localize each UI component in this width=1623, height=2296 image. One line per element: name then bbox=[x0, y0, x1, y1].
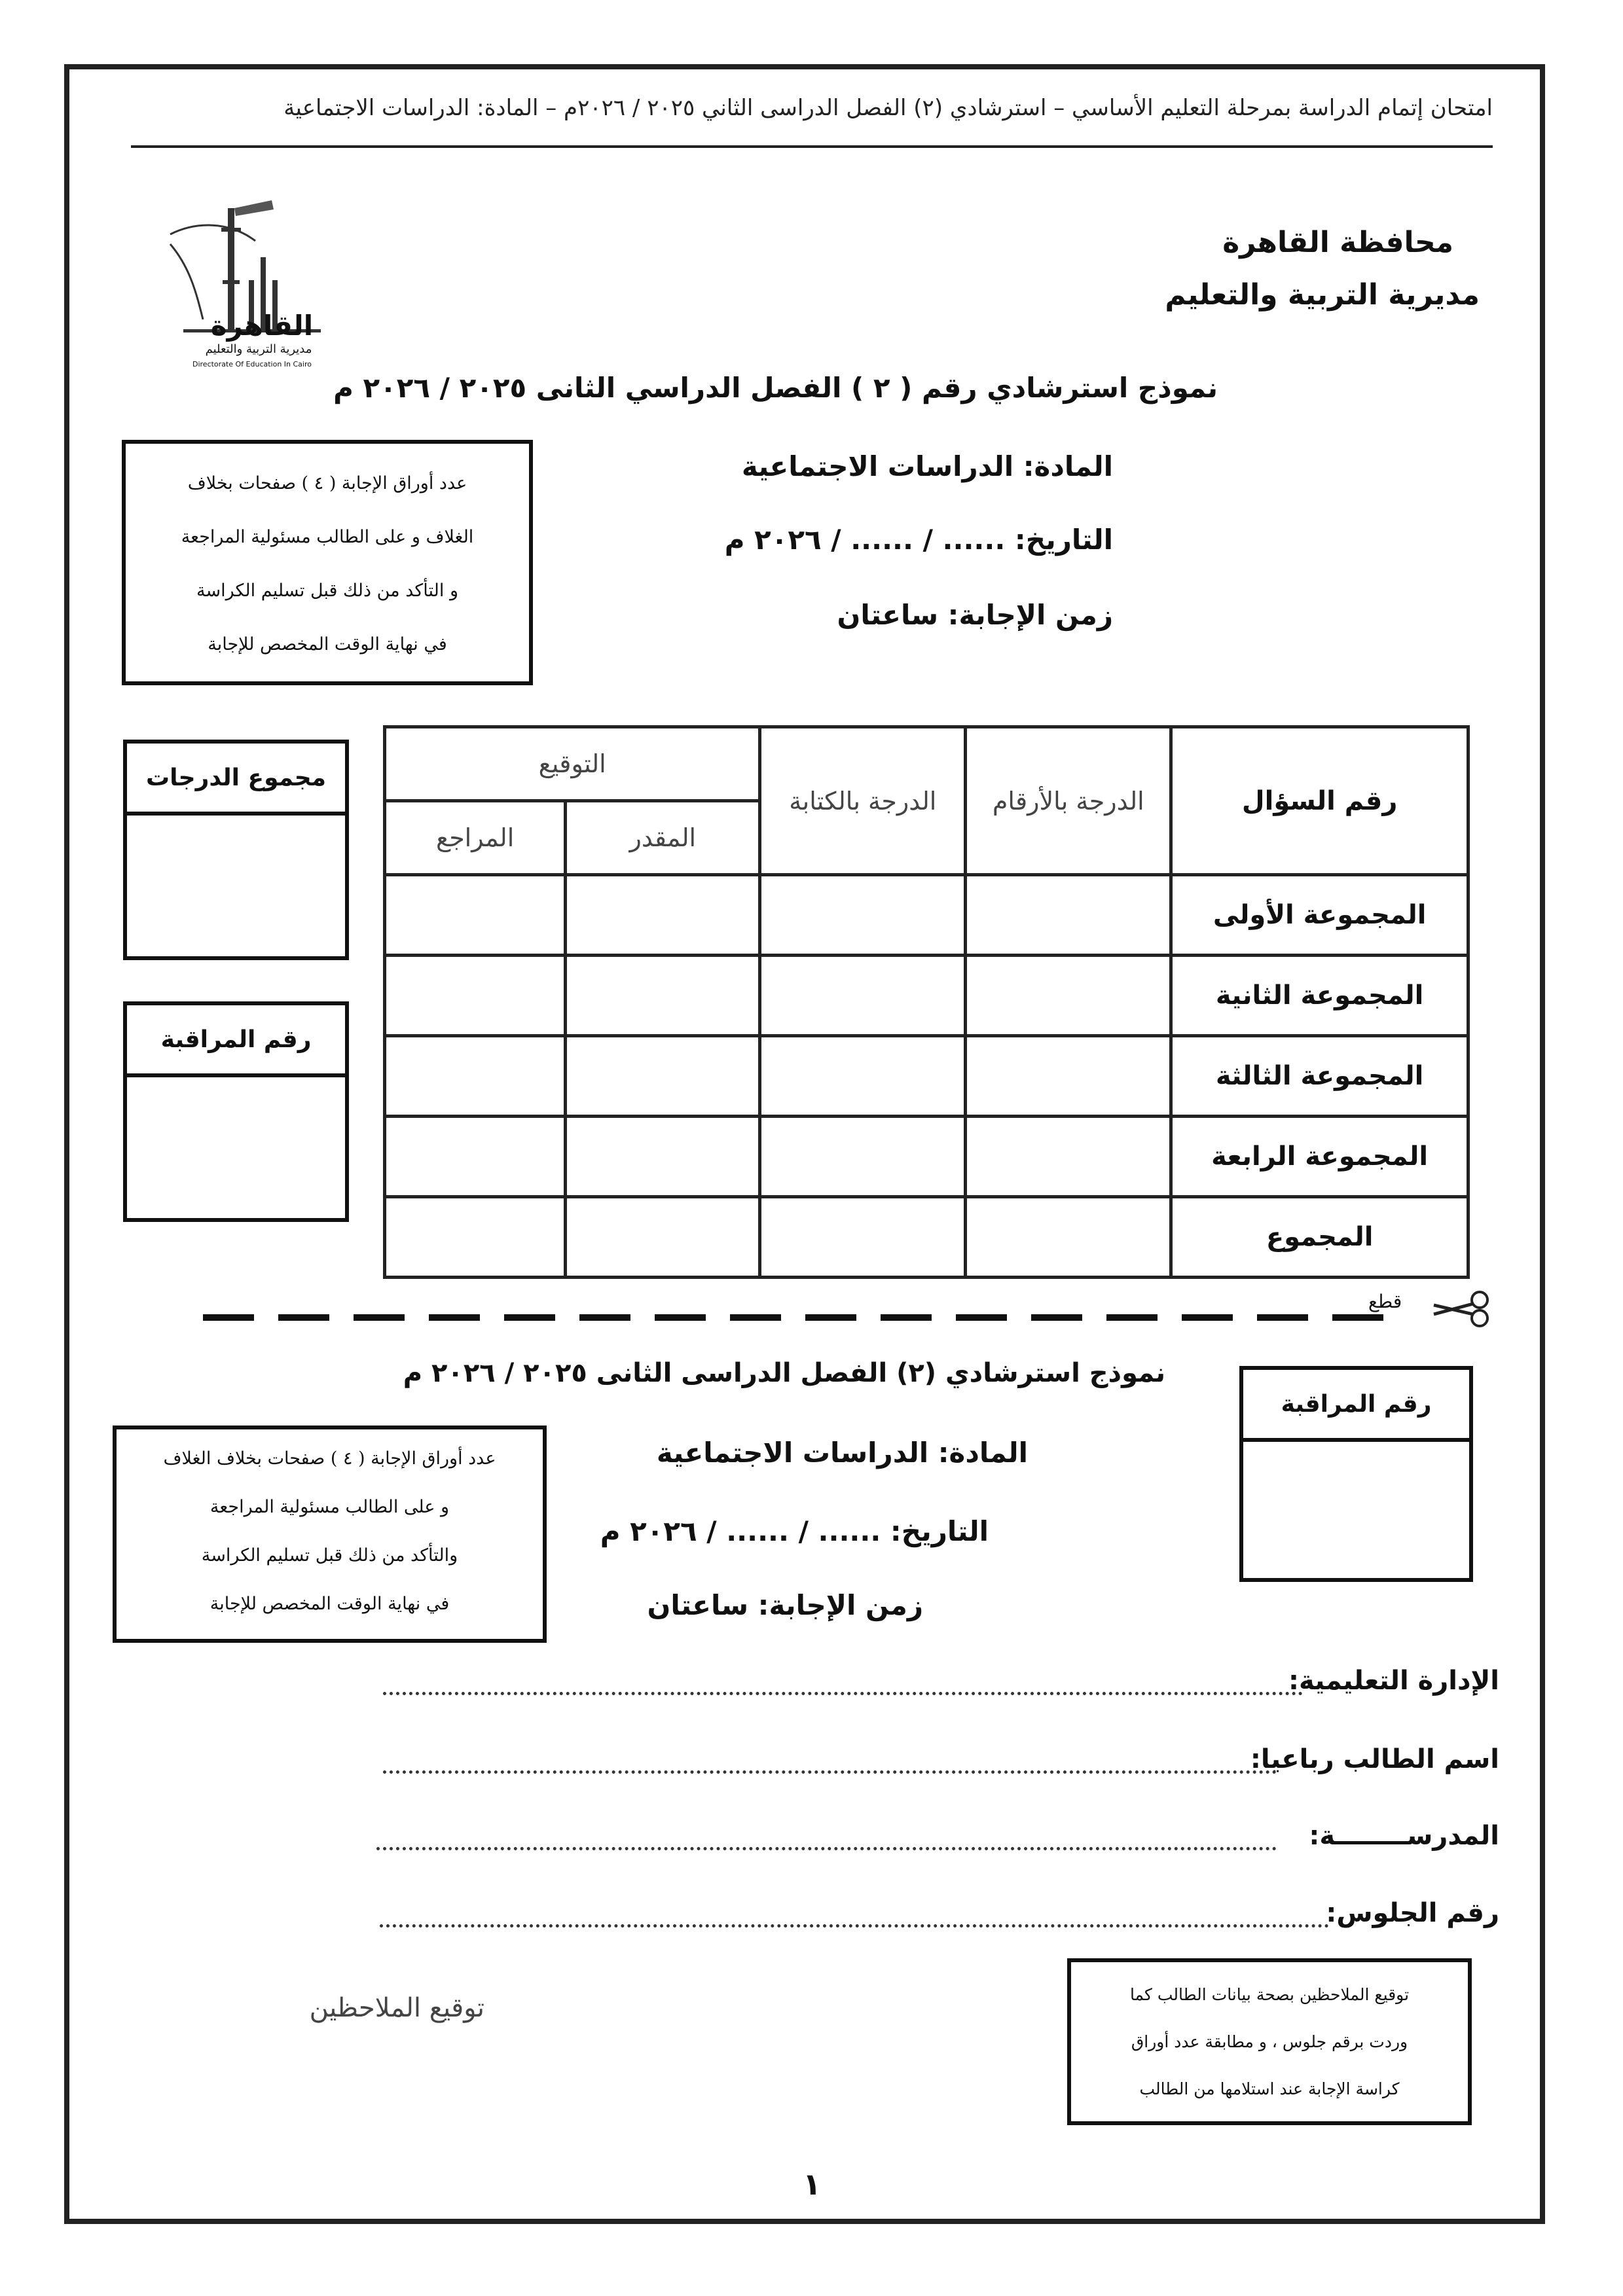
admin-label: الإدارة التعليمية: bbox=[1288, 1666, 1499, 1696]
table-row-label: المجموعة الأولى bbox=[1171, 875, 1468, 956]
grade-cell bbox=[760, 1036, 966, 1117]
grade-cell bbox=[385, 1036, 566, 1117]
bottom-subject-label: المادة: الدراسات الاجتماعية bbox=[656, 1437, 1028, 1469]
grade-cell bbox=[385, 1117, 566, 1197]
date-field: التاريخ: ...... / ...... / ٢٠٢٦ م bbox=[724, 524, 1113, 556]
page-number: ١ bbox=[802, 2166, 822, 2202]
grade-cell bbox=[760, 875, 966, 956]
grade-numbers-header: الدرجة بالأرقام bbox=[966, 727, 1171, 875]
control-number-box bbox=[123, 1001, 349, 1222]
exam-header: امتحان إتمام الدراسة بمرحلة التعليم الأساسي – استرشادي (٢) الفصل الدراسى الثاني ٢٠٢٥ / ٢٠٢٦م – المادة: الدراسات الاجتماعية bbox=[283, 95, 1493, 121]
total-grades-label: مجموع الدرجات bbox=[127, 744, 345, 816]
student-name-label: اسم الطالب رباعيا: bbox=[1250, 1744, 1499, 1774]
grade-cell bbox=[966, 875, 1171, 956]
logo-text: القاهرة bbox=[210, 310, 314, 342]
note-line: في نهاية الوقت المخصص للإجابة bbox=[208, 634, 447, 655]
note-line: توقيع الملاحظين بصحة بيانات الطالب كما bbox=[1129, 1985, 1410, 2004]
student-name-input[interactable] bbox=[383, 1770, 1277, 1774]
grader-header: المقدر bbox=[566, 801, 760, 875]
bottom-control-number-box bbox=[1239, 1366, 1473, 1582]
seat-number-label: رقم الجلوس: bbox=[1326, 1898, 1499, 1928]
table-row-label: المجموع bbox=[1171, 1197, 1468, 1278]
grade-cell bbox=[566, 1117, 760, 1197]
note-line: الغلاف و على الطالب مسئولية المراجعة bbox=[181, 527, 474, 547]
grade-cell bbox=[966, 956, 1171, 1036]
governorate-name: محافظة القاهرة bbox=[1222, 226, 1453, 259]
question-number-header: رقم السؤال bbox=[1171, 727, 1468, 875]
observers-signature-label: توقيع الملاحظين bbox=[309, 1993, 484, 2023]
directorate-name: مديرية التربية والتعليم bbox=[1165, 278, 1480, 312]
bottom-date-field: التاريخ: ...... / ...... / ٢٠٢٦ م bbox=[600, 1515, 989, 1547]
scissors-icon bbox=[1427, 1289, 1493, 1329]
note-line: و التأكد من ذلك قبل تسليم الكراسة bbox=[196, 581, 458, 601]
grade-words-header: الدرجة بالكتابة bbox=[760, 727, 966, 875]
model-title: نموذج استرشادي رقم ( ٢ ) الفصل الدراسي الثانى ٢٠٢٥ / ٢٠٢٦ م bbox=[333, 372, 1218, 404]
note-line: عدد أوراق الإجابة ( ٤ ) صفحات بخلاف الغلاف bbox=[163, 1448, 496, 1469]
grade-cell bbox=[760, 1197, 966, 1278]
grade-cell bbox=[566, 1197, 760, 1278]
grade-cell bbox=[566, 875, 760, 956]
school-input[interactable] bbox=[376, 1847, 1277, 1850]
grade-cell bbox=[566, 1036, 760, 1117]
bottom-answer-sheets-note-box bbox=[113, 1426, 547, 1643]
grade-cell bbox=[966, 1197, 1171, 1278]
seat-number-input[interactable] bbox=[380, 1924, 1329, 1928]
grade-cell bbox=[566, 956, 760, 1036]
note-line: في نهاية الوقت المخصص للإجابة bbox=[210, 1594, 450, 1614]
table-row-label: المجموعة الثالثة bbox=[1171, 1036, 1468, 1117]
note-line: و على الطالب مسئولية المراجعة bbox=[210, 1497, 450, 1517]
note-line: كراسة الإجابة عند استلامها من الطالب bbox=[1139, 2079, 1400, 2098]
answer-sheets-note-box bbox=[122, 440, 533, 685]
grade-cell bbox=[385, 875, 566, 956]
school-label: المدرســــــــة: bbox=[1309, 1821, 1499, 1851]
cairo-education-logo bbox=[157, 182, 347, 378]
grades-table bbox=[383, 725, 1470, 1279]
table-row-label: المجموعة الثانية bbox=[1171, 956, 1468, 1036]
control-number-label: رقم المراقبة bbox=[127, 1005, 345, 1077]
note-line: وردت برقم جلوس ، و مطابقة عدد أوراق bbox=[1131, 2032, 1408, 2051]
answer-time: زمن الإجابة: ساعتان bbox=[837, 599, 1113, 631]
admin-input[interactable] bbox=[383, 1692, 1303, 1695]
note-line: والتأكد من ذلك قبل تسليم الكراسة bbox=[201, 1545, 458, 1566]
logo-subtext: مديرية التربية والتعليم bbox=[205, 342, 312, 356]
reviewer-header: المراجع bbox=[385, 801, 566, 875]
signature-header: التوقيع bbox=[385, 727, 760, 801]
note-line: عدد أوراق الإجابة ( ٤ ) صفحات بخلاف bbox=[187, 473, 467, 493]
table-row-label: المجموعة الرابعة bbox=[1171, 1117, 1468, 1197]
bottom-control-number-label: رقم المراقبة bbox=[1243, 1370, 1469, 1442]
bottom-model-title: نموذج استرشادي (٢) الفصل الدراسى الثانى ٢٠٢٥ / ٢٠٢٦ م bbox=[403, 1358, 1165, 1388]
cut-label: قطع bbox=[1368, 1291, 1402, 1312]
logo-english-text: Directorate Of Education In Cairo bbox=[192, 360, 312, 368]
grade-cell bbox=[760, 1117, 966, 1197]
grade-cell bbox=[760, 956, 966, 1036]
grade-cell bbox=[966, 1117, 1171, 1197]
bottom-answer-time: زمن الإجابة: ساعتان bbox=[647, 1589, 923, 1621]
subject-label: المادة: الدراسات الاجتماعية bbox=[741, 450, 1113, 482]
total-grades-box bbox=[123, 740, 349, 960]
grade-cell bbox=[966, 1036, 1171, 1117]
grade-cell bbox=[385, 956, 566, 1036]
grade-cell bbox=[385, 1197, 566, 1278]
observers-note-box bbox=[1067, 1958, 1472, 2125]
header-divider bbox=[131, 145, 1493, 148]
